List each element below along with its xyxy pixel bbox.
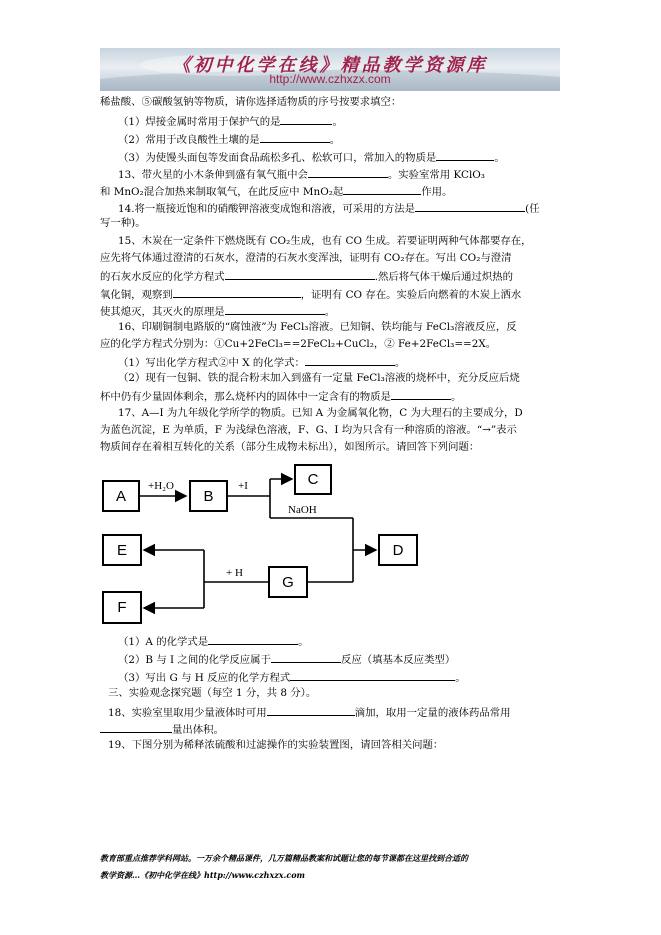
answer-blank[interactable] <box>290 669 455 681</box>
box-a: A <box>102 480 140 512</box>
answer-blank[interactable] <box>343 183 421 195</box>
text-line: 稀盐酸、⑤碳酸氢钠等物质，请你选择适物质的序号按要求填空： <box>100 96 402 108</box>
header-banner <box>100 48 560 91</box>
question-18: 18、实验室里取用少量液体时可用 滴加，取用一定量的液体药品常用 <box>100 704 570 720</box>
footer-line-1: 教育部重点推荐学科网站。一万余个精品课件，几万篇精品教案和试题让您的每节课都在这里找到合适的 <box>100 853 468 863</box>
answer-blank[interactable] <box>271 651 341 663</box>
question-15-line5: 使其熄灭，其灭火的原理是 。 <box>100 303 562 319</box>
answer-blank[interactable] <box>308 166 388 178</box>
question-15-line4: 氧化铜，观察到 ，证明有 CO 存在。实验后向燃着的木炭上洒水 <box>100 286 562 302</box>
question-15-line2: 应先将气体通过澄清的石灰水，澄清的石灰水变浑浊，证明有 CO₂存在。写出 CO₂与澄清 <box>100 252 512 264</box>
section-3-heading: 三、实验观念探究题（每空 1 分，共 8 分）。 <box>108 687 317 699</box>
answer-blank[interactable] <box>208 633 298 645</box>
label-plus-i: +I <box>238 480 248 492</box>
question-16-line2: 应的化学方程式分别为：①Cu+2FeCl₃==2FeCl₂+CuCl₂，② Fe+2FeCl₃==2X。 <box>100 338 497 350</box>
question-16-1: （1）写出化学方程式②中 X 的化学式： 。 <box>100 354 580 370</box>
banner-url[interactable]: http://www.czhxzx.com <box>269 72 391 86</box>
question-13: 13、带火星的小木条伸到盛有氧气瓶中会 。实验室常用 KClO₃ <box>100 166 580 182</box>
banner-title: 《初中化学在线》精品教学资源库 <box>172 55 488 76</box>
box-e: E <box>102 534 142 566</box>
question-12-3: （3）为使馒头面包等发面食品疏松多孔、松软可口，常加入的物质是 。 <box>100 149 580 165</box>
answer-blank[interactable] <box>267 704 355 716</box>
box-b: B <box>189 480 228 512</box>
label-naoh: NaOH <box>288 504 317 516</box>
answer-blank[interactable] <box>280 113 332 125</box>
label-h2o: +H₂O <box>148 480 174 492</box>
question-15-line3: 的石灰水反应的化学方程式 .然后将气体干燥后通过炽热的 <box>100 268 562 284</box>
box-d: D <box>378 534 418 566</box>
answer-blank[interactable] <box>225 268 375 280</box>
question-14: 14.将一瓶接近饱和的硝酸钾溶液变成饱和溶液，可采用的方法是 (任 <box>100 200 580 216</box>
question-17-1: （1）A 的化学式是 。 <box>100 633 580 649</box>
answer-blank[interactable] <box>225 303 325 315</box>
question-14-cont: 写一种)。 <box>100 217 146 229</box>
question-13-cont: 和 MnO₂混合加热来制取氧气，在此反应中 MnO₂起 作用。 <box>100 183 562 199</box>
question-17-3: （3）写出 G 与 H 反应的化学方程式 。 <box>100 669 580 685</box>
answer-blank[interactable] <box>100 721 172 733</box>
reaction-flow-diagram <box>100 468 430 630</box>
question-15: 15、木炭在一定条件下燃烧既有 CO₂生成，也有 CO 生成。若要证明两种气体都要存在， <box>118 235 532 247</box>
question-16: 16、印刷铜制电路版的“腐蚀液”为 FeCl₃溶液。已知铜、铁均能与 FeCl₃溶液反应，反 <box>118 321 517 333</box>
label-plus-h: + H <box>226 567 243 579</box>
question-17-line2: 为蓝色沉淀，E 为单质，F 为浅绿色溶液，F、G、I 均为只含有一种溶质的溶液。“→”表示 <box>100 424 517 436</box>
question-17: 17、A—I 为九年级化学所学的物质。已知 A 为金属氧化物，C 为大理石的主要成分，D <box>118 407 523 419</box>
box-g: G <box>268 566 308 598</box>
question-19: 19、下图分别为稀释浓硫酸和过滤操作的实验装置图，请回答相关问题： <box>108 739 444 751</box>
footer-line-2: 教学资源…《初中化学在线》http://www.czhxzx.com <box>100 870 306 880</box>
box-f: F <box>102 591 142 624</box>
answer-blank[interactable] <box>260 131 330 143</box>
answer-blank[interactable] <box>391 388 451 400</box>
question-12-1: （1）焊接金属时常用于保护气的是 。 <box>100 113 580 129</box>
box-c: C <box>294 464 332 495</box>
question-16-2-cont: 杯中仍有少量固体剩余，那么烧杯内的固体中一定含有的物质是 。 <box>100 388 562 404</box>
answer-blank[interactable] <box>415 200 525 212</box>
question-17-2: （2）B 与 I 之间的化学反应属于 反应（填基本反应类型） <box>100 651 580 667</box>
question-18-cont: 量出体积。 <box>100 721 562 737</box>
question-17-line3: 物质间存在着相互转化的关系（部分生成物未标出），如图所示。请回答下列问题： <box>100 441 480 453</box>
answer-blank[interactable] <box>173 286 301 298</box>
answer-blank[interactable] <box>436 149 494 161</box>
question-16-2: （2）现有一包铜、铁的混合粉末加入到盛有一定量 FeCl₃溶液的烧杯中，充分反应后烧 <box>118 372 520 384</box>
question-12-2: （2）常用于改良酸性土壤的是 。 <box>100 131 580 147</box>
answer-blank[interactable] <box>305 354 395 366</box>
